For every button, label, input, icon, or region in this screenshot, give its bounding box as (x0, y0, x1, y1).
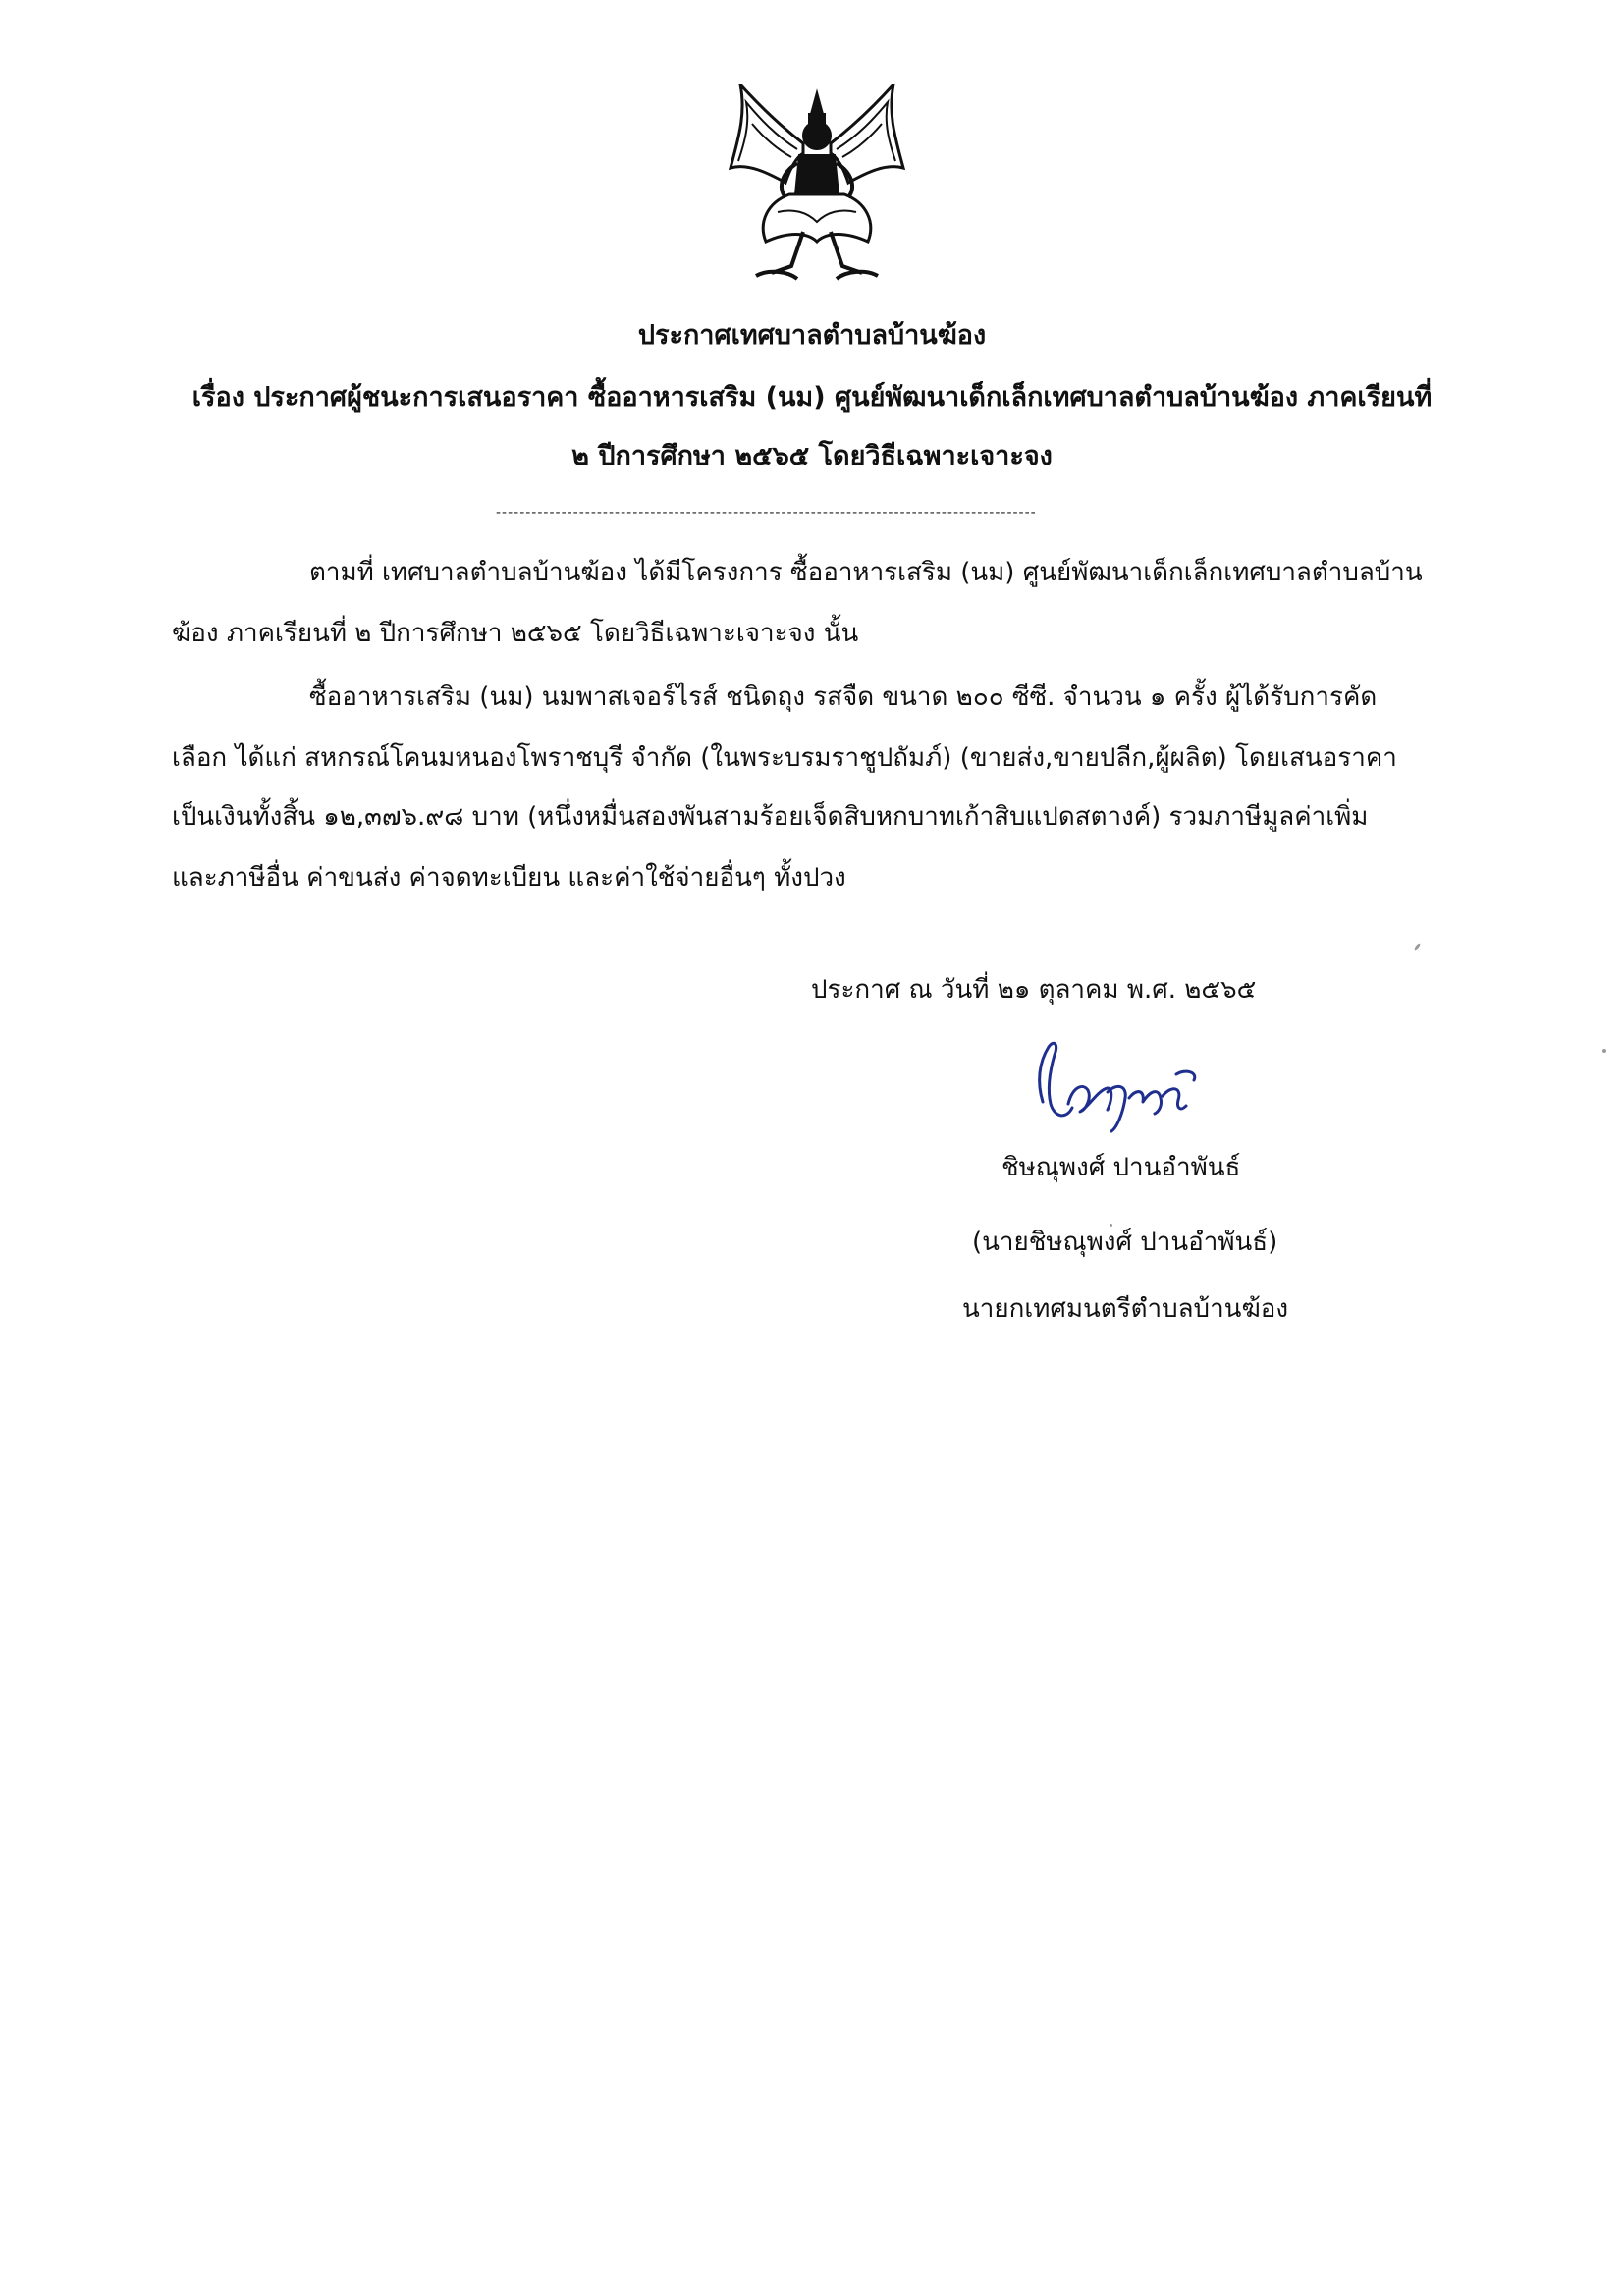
signer-title: นายกเทศมนตรีตำบลบ้านฆ้อง (962, 1294, 1289, 1324)
signer-full-name: (นายชิษณุพงศ์ ปานอำพันธ์) (972, 1228, 1278, 1257)
scan-speck (1602, 1049, 1606, 1053)
paragraph1-line2: ฆ้อง ภาคเรียนที่ ๒ ปีการศึกษา ๒๕๖๕ โดยวิธีเฉพาะเจาะจง นั้น (172, 619, 859, 648)
scan-speck (1110, 1224, 1112, 1227)
paragraph2-line4: และภาษีอื่น ค่าขนส่ง ค่าจดทะเบียน และค่าใช้จ่ายอื่นๆ ทั้งปวง (172, 863, 846, 893)
paragraph2-line3: เป็นเงินทั้งสิ้น ๑๒,๓๗๖.๙๘ บาท (หนึ่งหมื่นสองพันสามร้อยเจ็ดสิบหกบาทเก้าสิบแปดสตางค์) รวมภาษีมูลค่าเพิ่ม (172, 802, 1369, 832)
paragraph1-line1: ตามที่ เทศบาลตำบลบ้านฆ้อง ได้มีโครงการ ซื้ออาหารเสริม (นม) ศูนย์พัฒนาเด็กเล็กเทศบาลตำบลบ้าน (309, 558, 1423, 587)
announcement-date: ประกาศ ณ วันที่ ๒๑ ตุลาคม พ.ศ. ๒๕๖๕ (811, 975, 1257, 1005)
divider-line: ------------------------------------------------------------------------------------------- (496, 505, 1037, 520)
signer-name: ชิษณุพงศ์ ปานอำพันธ์ (1001, 1153, 1241, 1182)
paragraph2-line2: เลือก ได้แก่ สหกรณ์โคนมหนองโพราชบุรี จำกัด (ในพระบรมราชูปถัมภ์) (ขายส่ง,ขายปลีก,ผู้ผลิต) โดยเสนอราคา (172, 743, 1397, 773)
subject-line-1: เรื่อง ประกาศผู้ชนะการเสนอราคา ซื้ออาหารเสริม (นม) ศูนย์พัฒนาเด็กเล็กเทศบาลตำบลบ้านฆ้อง ภาคเรียนที่ (191, 382, 1433, 412)
handwritten-signature (1029, 1033, 1225, 1136)
paragraph2-line1: ซื้ออาหารเสริม (นม) นมพาสเจอร์ไรส์ ชนิดถุง รสจืด ขนาด ๒๐๐ ซีซี. จำนวน ๑ ครั้ง ผู้ได้รับการคัด (309, 683, 1378, 712)
garuda-emblem-icon (729, 84, 905, 291)
organization-heading: ประกาศเทศบาลตำบลบ้านฆ้อง (637, 320, 987, 351)
subject-line-2: ๒ ปีการศึกษา ๒๕๖๕ โดยวิธีเฉพาะเจาะจง (571, 441, 1053, 471)
scan-speck (1414, 943, 1421, 951)
